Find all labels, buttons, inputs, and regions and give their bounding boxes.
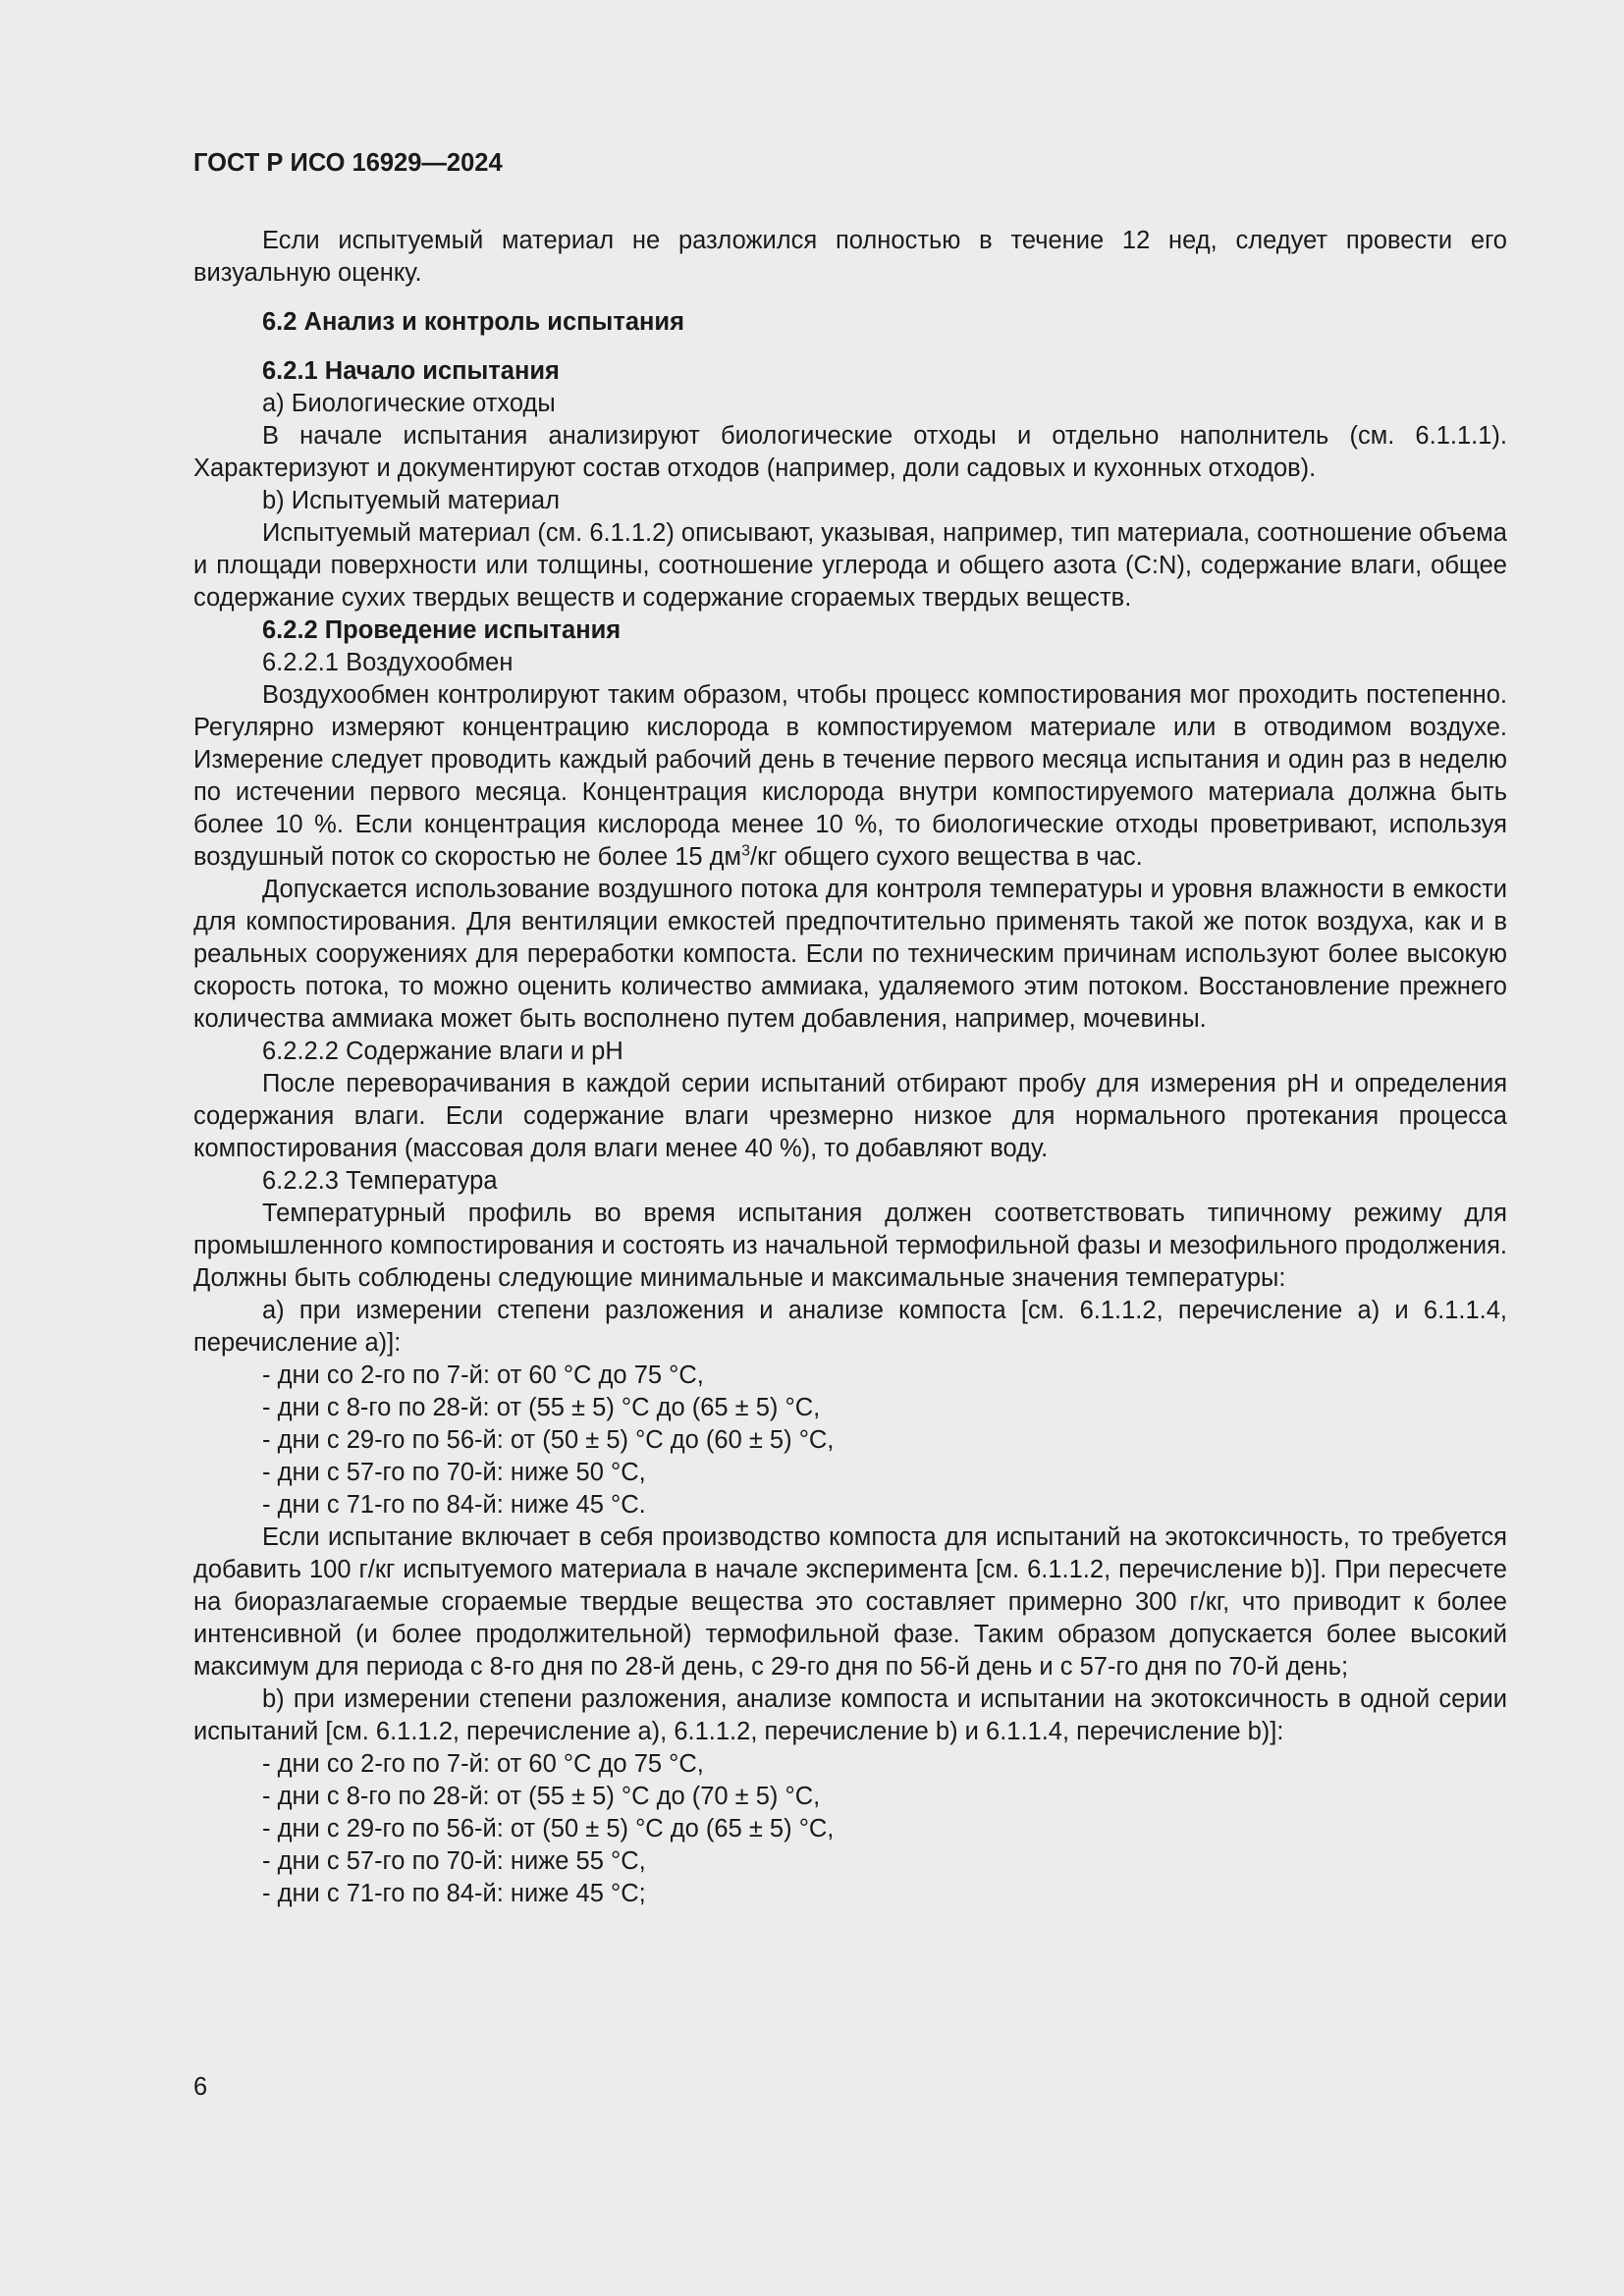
list-item: - дни с 29-го по 56-й: от (50 ± 5) °C до (60 ± 5) °C,: [262, 1426, 835, 1454]
list-item: - дни с 8-го по 28-й: от (55 ± 5) °C до (70 ± 5) °C,: [262, 1783, 821, 1810]
page-number: 6: [193, 2073, 208, 2101]
document-header: ГОСТ Р ИСО 16929—2024: [193, 149, 503, 177]
temperature-item-b: b) при измерении степени разложения, анализе компоста и испытании на экотоксичность в одной серии испытаний [см. 6.1.1.2, перечисление a), 6.1.1.2, перечисление b) и 6.1.1.4, перечисление b)]:: [193, 1685, 1507, 1745]
moisture-paragraph: После переворачивания в каждой серии испытаний отбирают пробу для измерения pH и определения содержания влаги. Если содержание влаги чрезмерно низкое для нормального протекания процесса компостирования (массовая доля влаги менее 40 %), то добавляют воду.: [193, 1070, 1507, 1162]
clause-heading-6-2-2-1: 6.2.2.1 Воздухообмен: [262, 649, 514, 676]
list-item: - дни с 57-го по 70-й: ниже 50 °C,: [262, 1459, 646, 1486]
list-item: - дни с 8-го по 28-й: от (55 ± 5) °C до (65 ± 5) °C,: [262, 1394, 821, 1421]
list-item: - дни с 71-го по 84-й: ниже 45 °C.: [262, 1491, 646, 1519]
subsection-heading-6-2-1: 6.2.1 Начало испытания: [262, 357, 560, 385]
air-exchange-text-part-1: Воздухообмен контролируют таким образом, чтобы процесс компостирования мог проходить постепенно. Регулярно измеряют концентрацию кислорода в компостируемом материале или в отводимом воздухе. Измерение следует проводить каждый рабочий день в течение первого месяца испытания и один раз в неделю по истечении первого месяца. Концентрация кислорода внутри компостируемого материала должна быть более 10 %. Если концентрация кислорода менее 10 %, то биологические отходы проветривают, используя воздушный поток со скоростью не более 15 дм: [193, 681, 1507, 871]
document-body: [193, 225, 1507, 1910]
list-item: - дни с 57-го по 70-й: ниже 55 °C,: [262, 1847, 646, 1875]
list-item: - дни со 2-го по 7-й: от 60 °C до 75 °C,: [262, 1750, 704, 1778]
list-item: - дни с 71-го по 84-й: ниже 45 °C;: [262, 1880, 646, 1907]
list-item: - дни с 29-го по 56-й: от (50 ± 5) °C до (65 ± 5) °C,: [262, 1815, 835, 1842]
clause-heading-6-2-2-2: 6.2.2.2 Содержание влаги и pH: [262, 1038, 623, 1065]
intro-paragraph: Если испытуемый материал не разложился полностью в течение 12 нед, следует провести его визуальную оценку.: [193, 227, 1507, 287]
subsection-heading-6-2-2: 6.2.2 Проведение испытания: [262, 616, 622, 644]
item-b-paragraph: Испытуемый материал (см. 6.1.1.2) описывают, указывая, например, тип материала, соотношение объема и площади поверхности или толщины, соотношение углерода и общего азота (C:N), содержание влаги, общее содержание сухих твердых веществ и содержание сгораемых твердых веществ.: [193, 519, 1507, 612]
item-a-paragraph: В начале испытания анализируют биологические отходы и отдельно наполнитель (см. 6.1.1.1). Характеризуют и документируют состав отходов (например, доли садовых и кухонных отходов).: [193, 422, 1507, 482]
air-exchange-text-part-2: /кг общего сухого вещества в час.: [750, 843, 1143, 871]
air-exchange-paragraph-2: Допускается использование воздушного потока для контроля температуры и уровня влажности в емкости для компостирования. Для вентиляции емкостей предпочтительно применять такой же поток воздуха, как и в реальных сооружениях для переработки компоста. Если по техническим причинам используют более высокую скорость потока, то можно оценить количество аммиака, удаляемого этим потоком. Восстановление прежнего количества аммиака может быть восполнено путем добавления, например, мочевины.: [193, 876, 1507, 1033]
temperature-item-a: a) при измерении степени разложения и анализе компоста [см. 6.1.1.2, перечисление a) и 6.1.1.4, перечисление a)]:: [193, 1297, 1507, 1357]
air-exchange-paragraph-1: [193, 679, 1507, 874]
ecotoxicity-paragraph: Если испытание включает в себя производство компоста для испытаний на экотоксичность, то требуется добавить 100 г/кг испытуемого материала в начале эксперимента [см. 6.1.1.2, перечисление b)]. При пересчете на биоразлагаемые сгораемые твердые вещества это составляет примерно 300 г/кг, что приводит к более интенсивной (и более продолжительной) термофильной фазе. Таким образом допускается более высокий максимум для периода с 8-го дня по 28-й день, с 29-го дня по 56-й день и с 57-го дня по 70-й день;: [193, 1523, 1507, 1681]
unit-superscript: 3: [741, 842, 750, 860]
list-item: - дни со 2-го по 7-й: от 60 °C до 75 °C,: [262, 1362, 704, 1389]
item-a-title: a) Биологические отходы: [262, 390, 556, 417]
section-heading-6-2: 6.2 Анализ и контроль испытания: [262, 308, 684, 336]
item-b-title: b) Испытуемый материал: [262, 487, 560, 514]
clause-heading-6-2-2-3: 6.2.2.3 Температура: [262, 1167, 498, 1195]
temperature-paragraph: Температурный профиль во время испытания должен соответствовать типичному режиму для промышленного компостирования и состоять из начальной термофильной фазы и мезофильного продолжения. Должны быть соблюдены следующие минимальные и максимальные значения температуры:: [193, 1200, 1507, 1292]
